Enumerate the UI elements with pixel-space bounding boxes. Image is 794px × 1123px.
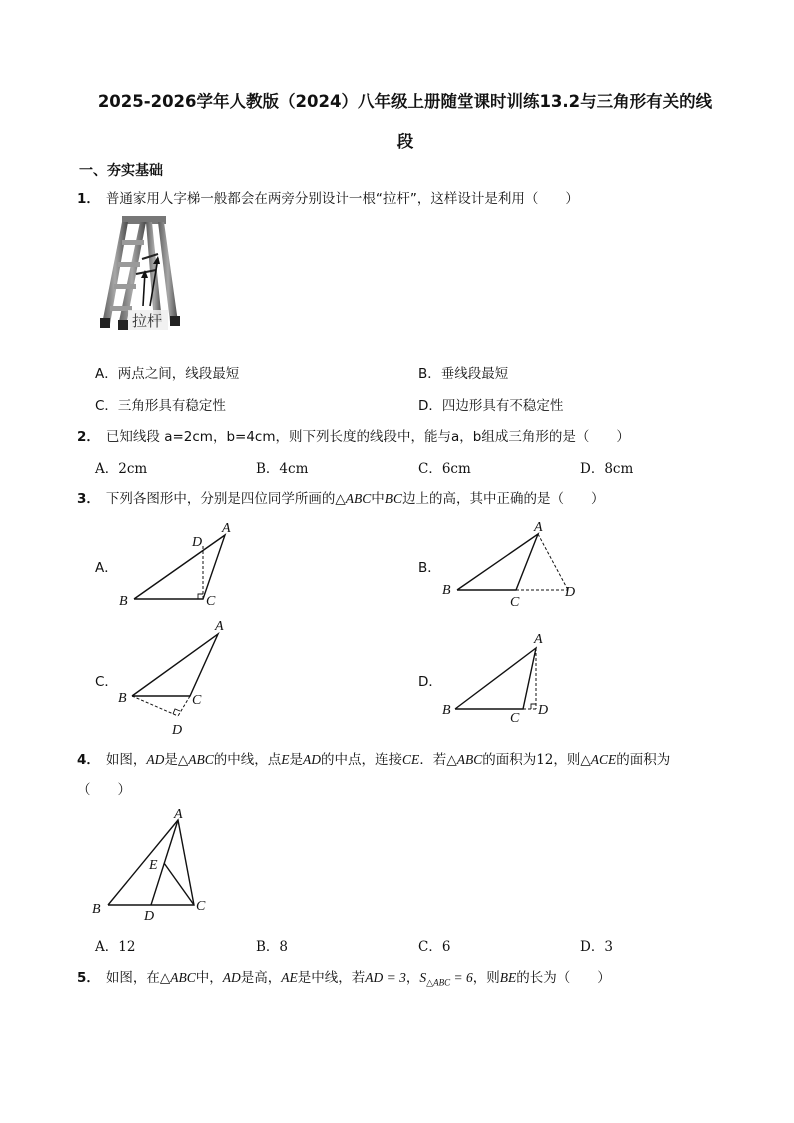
question-number: 5． [77, 970, 100, 986]
point-label: A [534, 520, 543, 535]
triangle-symbol: △ [177, 752, 189, 768]
question-text: 普通家用人字梯一般都会在两旁分别设计一根“拉杆”，这样设计是利用（ ） [105, 191, 579, 207]
triangle-symbol: △ [159, 970, 171, 986]
triangle-symbol: △ [446, 752, 457, 768]
question-4-paren: （ ） [77, 782, 131, 798]
text: ．若 [419, 752, 447, 768]
text: 中， [195, 970, 223, 986]
math: AD [146, 752, 165, 767]
text: 边上的高，其中正确的是（ ） [402, 491, 605, 507]
point-label: A [222, 521, 231, 536]
math: ABC [188, 752, 214, 767]
q2-option-d: D．8cm [580, 461, 634, 477]
question-3 [77, 487, 605, 507]
math: E [281, 752, 290, 767]
page-title-line1: 2025-2026学年人教版（2024）八年级上册随堂课时训练13.2与三角形有关的线 [97, 92, 713, 111]
section-title: 一、夯实基础 [79, 163, 163, 179]
q3-option-c: C． [95, 674, 118, 690]
q4-option-a: A．12 [95, 939, 136, 955]
math: BE [499, 970, 517, 985]
q1-option-c: C．三角形具有稳定性 [95, 398, 226, 414]
pull-rod-label: 拉杆 [132, 312, 163, 330]
point-label: C [192, 693, 202, 708]
question-4 [77, 748, 670, 768]
q4-option-b: B．8 [256, 939, 289, 955]
ladder-foot [170, 316, 180, 326]
point-label: C [206, 594, 216, 609]
point-label: A [534, 632, 543, 647]
question-number: 4． [77, 752, 100, 768]
q2-option-c: C．6cm [418, 461, 471, 477]
q2-option-b: B．4cm [256, 461, 309, 477]
text: 的长为（ ） [516, 970, 611, 986]
q4-figure [90, 806, 220, 922]
math: ABC [345, 491, 372, 506]
q1-option-d: D．四边形具有不稳定性 [418, 398, 564, 414]
point-label: D [565, 585, 576, 600]
point-label: B [92, 902, 101, 917]
math: AD [303, 752, 322, 767]
ladder-foot [100, 318, 110, 328]
text: 是中线，若 [297, 970, 366, 986]
number: 12 [536, 752, 554, 768]
text: 是 [164, 752, 178, 768]
triangle-symbol: △ [335, 491, 346, 507]
math: CE [402, 752, 420, 767]
q2-option-a: A．2cm [95, 461, 148, 477]
math: ABC [170, 970, 196, 985]
question-number: 2． [77, 429, 100, 445]
q3-figure-d [440, 628, 570, 728]
point-label: C [510, 711, 520, 726]
q3-figure-b [440, 516, 590, 608]
point-label: D [172, 723, 183, 738]
page-title-line2: 段 [396, 132, 414, 151]
point-label: D [144, 909, 155, 924]
point-label: B [442, 703, 451, 718]
q4-option-d: D．3 [580, 939, 613, 955]
math: ABC [456, 752, 483, 767]
q1-option-a: A．两点之间，线段最短 [95, 366, 240, 382]
text: ，则 [472, 970, 500, 986]
math: BC [384, 491, 403, 506]
point-label: E [149, 858, 158, 873]
ladder-foot [118, 320, 128, 330]
point-label: B [442, 583, 451, 598]
q1-option-b: B．垂线段最短 [418, 366, 509, 382]
text: 中 [371, 491, 385, 507]
question-number: 3． [77, 491, 100, 507]
text: 是高， [240, 970, 282, 986]
text: 的中线，点 [213, 752, 282, 768]
question-2 [77, 425, 630, 445]
ladder-figure [98, 214, 188, 338]
ladder-rail-right [158, 222, 178, 322]
text: 如图，在 [105, 970, 160, 986]
text: ，则 [553, 752, 581, 768]
text: 的面积为 [482, 752, 537, 768]
math: AD [222, 970, 241, 985]
q3-option-b: B． [418, 560, 441, 576]
q3-figure-c [114, 614, 244, 738]
math: AE [281, 970, 298, 985]
question-1 [77, 187, 579, 207]
math-subscript: △ABC [426, 977, 451, 988]
point-label: D [192, 535, 203, 550]
point-label: B [119, 594, 128, 609]
q3-option-a: A． [95, 560, 118, 576]
q3-figure-a [114, 518, 244, 610]
text: 的面积为 [616, 752, 671, 768]
math: S [419, 970, 427, 985]
text: 下列各图形中，分别是四位同学所画的 [105, 491, 336, 507]
text: 的中点，连接 [321, 752, 403, 768]
point-label: B [118, 691, 127, 706]
question-text: 已知线段 a=2cm，b=4cm，则下列长度的线段中，能与a，b组成三角形的是（ ） [105, 429, 630, 445]
q3-option-d: D． [418, 674, 442, 690]
math: = 6 [450, 970, 473, 985]
triangle-symbol: △ [580, 752, 591, 768]
point-label: C [196, 899, 206, 914]
point-label: C [510, 595, 520, 610]
point-label: D [538, 703, 549, 718]
math: ACE [590, 752, 617, 767]
point-label: A [215, 619, 224, 634]
math: AD = 3 [365, 970, 406, 985]
q4-option-c: C．6 [418, 939, 451, 955]
question-5: 5． 如图，在△ABC中，AD是高，AE是中线，若AD = 3，$S_{\triangle ABC} = 6$，则BE的长为（ ） [77, 970, 611, 988]
text: 是 [289, 752, 304, 768]
question-number: 1． [77, 191, 100, 207]
point-label: A [174, 807, 183, 822]
text: 如图， [105, 752, 147, 768]
